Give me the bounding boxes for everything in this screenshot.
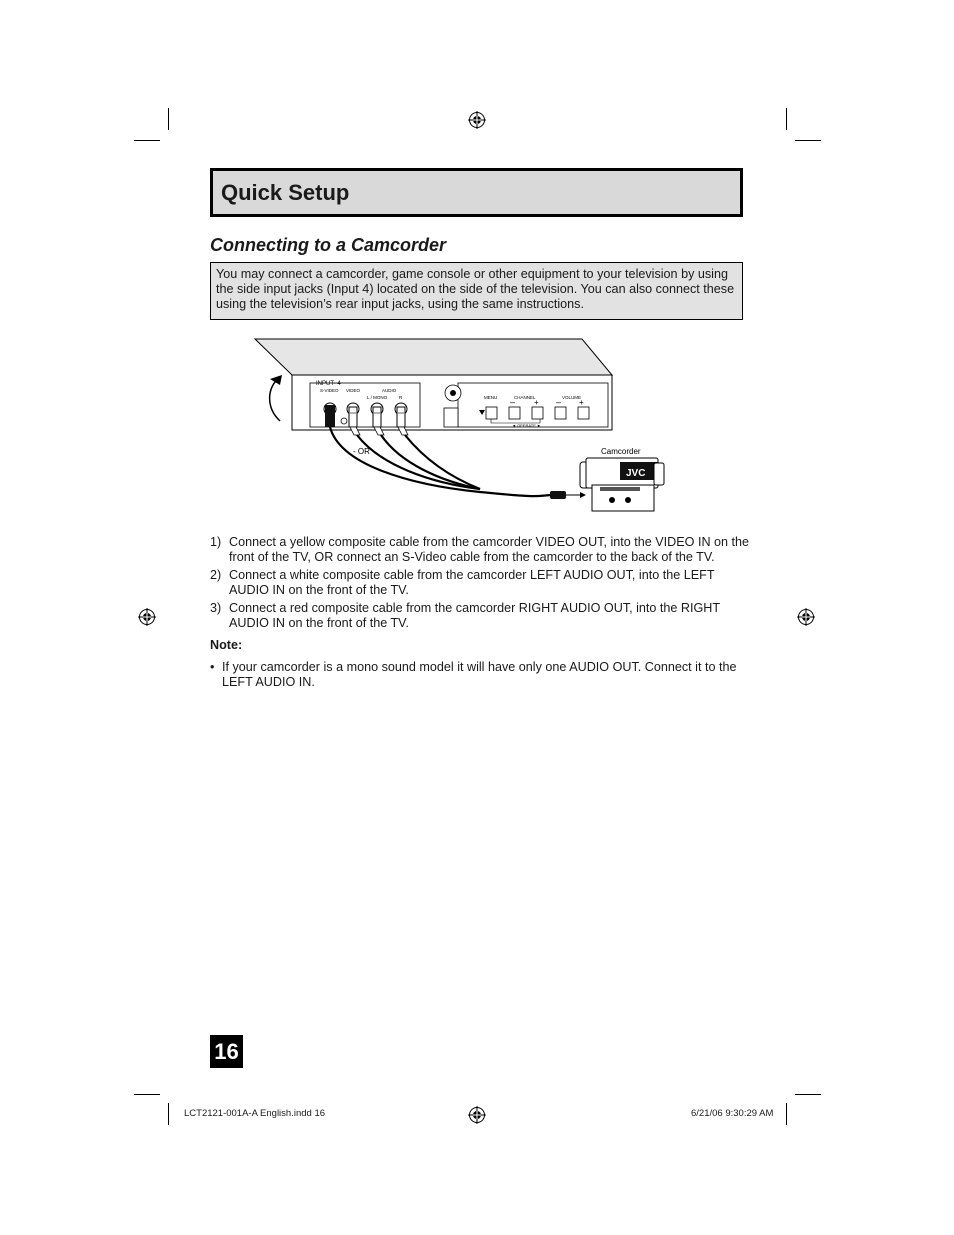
svideo-plug <box>325 405 335 427</box>
channel-minus-label: – <box>510 397 516 407</box>
registration-mark-icon <box>797 608 815 626</box>
audio-label: AUDIO <box>382 388 397 393</box>
registration-mark-icon <box>138 608 156 626</box>
crop-mark <box>168 108 169 130</box>
note-item <box>210 660 750 690</box>
channel-label: CHANNEL <box>514 395 536 400</box>
step-number: 3) <box>210 601 222 615</box>
rotate-arrow-icon <box>270 379 280 421</box>
operate-label: ◄ OPERATE ► <box>512 423 541 428</box>
connection-diagram <box>250 335 670 520</box>
footer-timestamp: 6/21/06 9:30:29 AM <box>691 1108 774 1119</box>
channel-down-button[interactable] <box>509 407 520 419</box>
step-text: Connect a yellow composite cable from the camcorder VIDEO OUT, into the VIDEO IN on the front of the TV, OR connect an S-Video cable from the camcorder to the back of the TV. <box>229 535 750 564</box>
step-number: 1) <box>210 535 222 549</box>
svideo-cable <box>330 427 555 496</box>
crop-mark <box>795 140 821 141</box>
instruction-list <box>210 535 750 634</box>
section-title: Connecting to a Camcorder <box>210 235 447 255</box>
crop-mark <box>134 1094 160 1095</box>
r-label: R <box>399 395 403 400</box>
page-title: Quick Setup <box>221 180 350 205</box>
brand-label: JVC <box>626 468 646 479</box>
step-text: Connect a red composite cable from the camcorder RIGHT AUDIO OUT, into the RIGHT AUDIO IN on the front of the TV. <box>229 601 720 630</box>
note-label: Note: <box>210 638 243 652</box>
camcorder-illustration <box>580 447 664 511</box>
camcorder-label: Camcorder <box>601 447 641 456</box>
step-number: 2) <box>210 568 222 582</box>
registration-mark-icon <box>468 1106 486 1124</box>
crop-mark <box>795 1094 821 1095</box>
note-text: If your camcorder is a mono sound model it will have only one AUDIO OUT. Connect it to the LEFT AUDIO IN. <box>222 660 737 689</box>
or-label: - OR - <box>353 447 375 456</box>
lmono-label: L / MONO <box>367 395 388 400</box>
svideo-label: S-VIDEO <box>320 388 339 393</box>
audio-left-cable <box>381 435 480 489</box>
list-item <box>210 601 750 631</box>
volume-down-button[interactable] <box>555 407 566 419</box>
volume-up-button[interactable] <box>578 407 589 419</box>
page-number: 16 <box>210 1035 243 1068</box>
bullet-icon: • <box>210 660 215 674</box>
crop-mark <box>786 1103 787 1125</box>
volume-plus-label: + <box>579 398 584 407</box>
tv-side-panel <box>255 339 612 375</box>
footer-file: LCT2121-001A-A English.indd 16 <box>184 1108 326 1119</box>
video-plug <box>349 407 357 427</box>
volume-minus-label: – <box>556 397 562 407</box>
crop-mark <box>786 108 787 130</box>
intro-box: You may connect a camcorder, game console or other equipment to your television by using the side input jacks (Input 4) located on the side of the television. You can also connect these using the television’s rear input jacks, using the same instructions. <box>210 262 743 320</box>
crop-mark <box>134 140 160 141</box>
menu-label: MENU <box>484 395 498 400</box>
channel-plus-label: + <box>534 398 539 407</box>
list-item <box>210 535 750 565</box>
volume-label: VOLUME <box>562 395 582 400</box>
list-item <box>210 568 750 598</box>
section-header <box>210 168 743 217</box>
channel-up-button[interactable] <box>532 407 543 419</box>
step-text: Connect a white composite cable from the camcorder LEFT AUDIO OUT, into the LEFT AUDIO IN on the front of the TV. <box>229 568 715 597</box>
audio-left-plug <box>373 407 381 427</box>
crop-mark <box>168 1103 169 1125</box>
input-label: INPUT- 4 <box>316 381 341 387</box>
registration-mark-icon <box>468 111 486 129</box>
video-label: VIDEO <box>346 388 361 393</box>
menu-button[interactable] <box>486 407 497 419</box>
audio-right-plug <box>397 407 405 427</box>
